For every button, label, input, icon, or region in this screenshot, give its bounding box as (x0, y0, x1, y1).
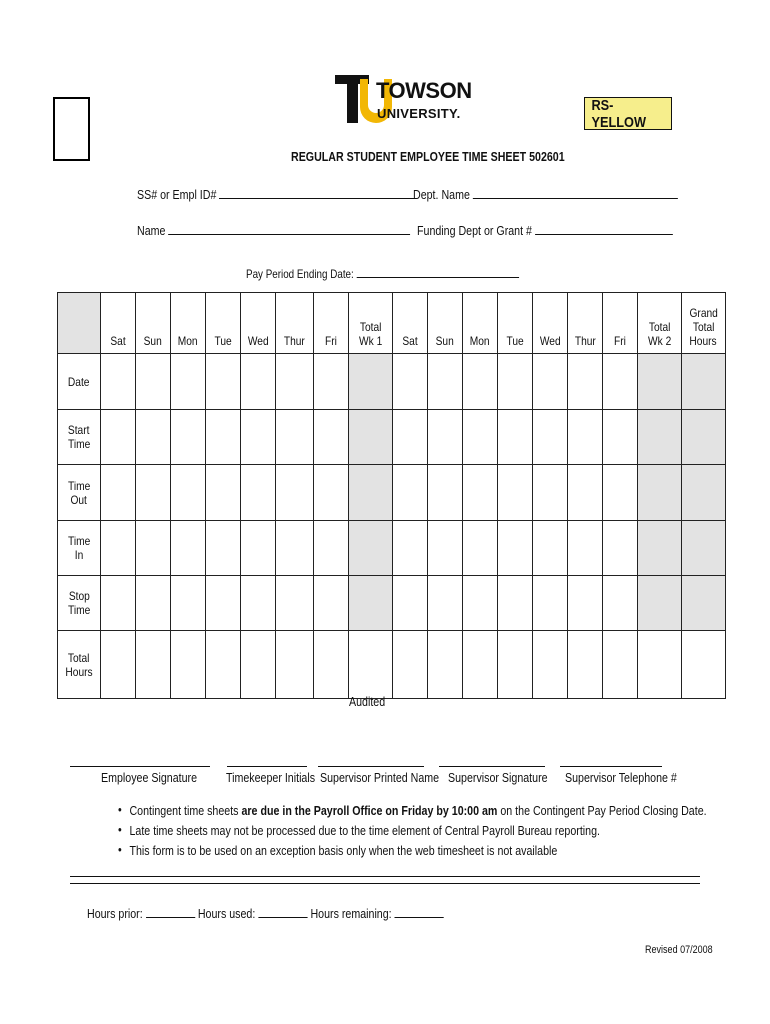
time-cell[interactable] (428, 576, 463, 631)
col-header-wk2-tue: Tue (498, 293, 533, 354)
time-cell[interactable] (428, 631, 463, 699)
time-cell[interactable] (568, 576, 603, 631)
table-row (58, 465, 726, 521)
time-cell[interactable] (463, 521, 498, 576)
header-corner (58, 293, 101, 354)
time-cell[interactable] (206, 354, 241, 410)
time-cell[interactable] (349, 576, 393, 631)
time-cell[interactable] (206, 521, 241, 576)
time-cell[interactable] (533, 576, 568, 631)
time-cell[interactable] (682, 521, 726, 576)
table-row (58, 354, 726, 410)
note-item: • Contingent time sheets are due in the Payroll Office on Friday by 10:00 am on the Contingent Pay Period Closing Date. (118, 803, 707, 818)
time-cell[interactable] (241, 576, 276, 631)
time-cell[interactable] (101, 576, 136, 631)
time-cell[interactable] (682, 354, 726, 410)
timekeeper-initials-line[interactable] (227, 766, 307, 767)
time-cell[interactable] (276, 631, 314, 699)
time-cell[interactable] (206, 576, 241, 631)
time-cell[interactable] (603, 576, 638, 631)
time-cell[interactable] (638, 631, 682, 699)
time-cell[interactable] (136, 576, 171, 631)
time-cell[interactable] (682, 576, 726, 631)
time-cell[interactable] (393, 521, 428, 576)
time-cell[interactable] (498, 354, 533, 410)
col-header-wk2-mon: Mon (463, 293, 498, 354)
pay-period-label: Pay Period Ending Date: (246, 267, 354, 281)
supervisor-telephone-line[interactable] (560, 766, 662, 767)
time-cell[interactable] (276, 465, 314, 521)
time-cell[interactable] (603, 631, 638, 699)
time-cell[interactable] (241, 521, 276, 576)
col-header-total-wk1: Total Wk 1 (349, 293, 393, 354)
hours-remaining-field[interactable] (395, 916, 444, 918)
time-cell[interactable] (206, 631, 241, 699)
col-header-wk1-mon: Mon (171, 293, 206, 354)
time-cell[interactable] (533, 354, 568, 410)
supervisor-telephone-label: Supervisor Telephone # (565, 770, 677, 785)
time-cell[interactable] (241, 410, 276, 465)
double-separator (70, 876, 700, 884)
timekeeper-initials-label: Timekeeper Initials (226, 770, 316, 785)
time-cell[interactable] (463, 354, 498, 410)
time-cell[interactable] (463, 410, 498, 465)
supervisor-signature-line[interactable] (439, 766, 545, 767)
time-cell[interactable] (314, 410, 349, 465)
employee-signature-line[interactable] (70, 766, 210, 767)
time-cell[interactable] (463, 576, 498, 631)
time-cell[interactable] (206, 465, 241, 521)
time-cell[interactable] (136, 521, 171, 576)
time-cell[interactable] (603, 354, 638, 410)
time-cell[interactable] (638, 521, 682, 576)
time-cell[interactable] (682, 631, 726, 699)
hours-row (87, 906, 444, 921)
time-cell[interactable] (314, 521, 349, 576)
time-cell[interactable] (314, 465, 349, 521)
col-header-wk2-sun: Sun (428, 293, 463, 354)
time-cell[interactable] (682, 410, 726, 465)
time-cell[interactable] (314, 354, 349, 410)
time-cell[interactable] (349, 465, 393, 521)
time-cell[interactable] (171, 465, 206, 521)
time-cell[interactable] (206, 410, 241, 465)
time-cell[interactable] (568, 521, 603, 576)
form-title: REGULAR STUDENT EMPLOYEE TIME SHEET 502601 (291, 149, 565, 164)
time-cell[interactable] (393, 631, 428, 699)
time-cell[interactable] (603, 521, 638, 576)
time-cell[interactable] (638, 354, 682, 410)
supervisor-signature-label: Supervisor Signature (448, 770, 548, 785)
funding-field[interactable] (417, 223, 673, 238)
employee-signature-label: Employee Signature (101, 770, 198, 785)
row-label: Time Out (58, 465, 101, 521)
time-cell[interactable] (101, 631, 136, 699)
time-cell[interactable] (463, 631, 498, 699)
col-header-wk1-fri: Fri (314, 293, 349, 354)
col-header-grand-total: Grand Total Hours (682, 293, 726, 354)
time-cell[interactable] (533, 631, 568, 699)
rs-yellow-badge: RS-YELLOW (584, 97, 672, 130)
time-cell[interactable] (568, 631, 603, 699)
hours-remaining-label: Hours remaining: (310, 906, 392, 921)
time-cell[interactable] (349, 410, 393, 465)
time-cell[interactable] (276, 354, 314, 410)
time-cell[interactable] (498, 576, 533, 631)
time-cell[interactable] (101, 465, 136, 521)
hours-prior-label: Hours prior: (87, 906, 143, 921)
ss-field[interactable] (137, 187, 415, 202)
time-cell[interactable] (314, 631, 349, 699)
time-cell[interactable] (428, 354, 463, 410)
time-cell[interactable] (314, 576, 349, 631)
dept-field[interactable] (413, 187, 678, 202)
time-cell[interactable] (276, 576, 314, 631)
hours-used-label: Hours used: (197, 906, 256, 921)
time-cell[interactable] (276, 410, 314, 465)
time-cell[interactable] (349, 631, 393, 699)
time-cell[interactable] (568, 410, 603, 465)
time-cell[interactable] (101, 410, 136, 465)
time-cell[interactable] (101, 521, 136, 576)
row-label: Start Time (58, 410, 101, 465)
ss-label: SS# or Empl ID# (137, 187, 217, 202)
time-cell[interactable] (171, 410, 206, 465)
time-cell[interactable] (276, 521, 314, 576)
table-row (58, 521, 726, 576)
table-row (58, 410, 726, 465)
time-cell[interactable] (428, 410, 463, 465)
table-row (58, 576, 726, 631)
time-cell[interactable] (638, 576, 682, 631)
time-cell[interactable] (171, 354, 206, 410)
row-label: Date (58, 354, 101, 410)
time-cell[interactable] (136, 631, 171, 699)
time-cell[interactable] (241, 354, 276, 410)
time-cell[interactable] (568, 354, 603, 410)
hours-used-field[interactable] (258, 916, 307, 918)
time-cell[interactable] (393, 410, 428, 465)
note-item: • This form is to be used on an exception basis only when the web timesheet is not available (118, 843, 707, 858)
hours-prior-field[interactable] (146, 916, 195, 918)
supervisor-printed-name-label: Supervisor Printed Name (320, 770, 440, 785)
name-label: Name (137, 223, 166, 238)
row-label: Stop Time (58, 576, 101, 631)
col-header-total-wk2: Total Wk 2 (638, 293, 682, 354)
col-header-wk1-wed: Wed (241, 293, 276, 354)
time-cell[interactable] (638, 410, 682, 465)
time-cell[interactable] (603, 410, 638, 465)
col-header-wk1-thur: Thur (276, 293, 314, 354)
pay-period-field[interactable] (246, 267, 519, 281)
time-cell[interactable] (393, 465, 428, 521)
time-cell[interactable] (241, 631, 276, 699)
time-cell[interactable] (171, 631, 206, 699)
time-cell[interactable] (498, 521, 533, 576)
time-cell[interactable] (136, 465, 171, 521)
time-cell[interactable] (638, 465, 682, 521)
logo-wordmark-line2: UNIVERSITY. (377, 106, 461, 121)
time-cell[interactable] (568, 465, 603, 521)
col-header-wk1-sun: Sun (136, 293, 171, 354)
time-cell[interactable] (349, 354, 393, 410)
table-row (58, 631, 726, 699)
time-cell[interactable] (136, 354, 171, 410)
time-cell[interactable] (498, 631, 533, 699)
funding-label: Funding Dept or Grant # (417, 223, 532, 238)
time-cell[interactable] (533, 410, 568, 465)
col-header-wk1-sat: Sat (101, 293, 136, 354)
time-cell[interactable] (393, 576, 428, 631)
time-cell[interactable] (349, 521, 393, 576)
row-label: Total Hours (58, 631, 101, 699)
time-cell[interactable] (136, 410, 171, 465)
col-header-wk2-wed: Wed (533, 293, 568, 354)
notes-list (118, 803, 707, 863)
col-header-wk1-tue: Tue (206, 293, 241, 354)
time-cell[interactable] (498, 465, 533, 521)
row-label: Time In (58, 521, 101, 576)
revised-date: Revised 07/2008 (645, 944, 713, 956)
audited-label: Audited (349, 694, 386, 709)
supervisor-printed-name-line[interactable] (318, 766, 424, 767)
time-grid (57, 292, 726, 699)
time-cell[interactable] (498, 410, 533, 465)
time-cell[interactable] (171, 576, 206, 631)
time-cell[interactable] (682, 465, 726, 521)
col-header-wk2-fri: Fri (603, 293, 638, 354)
time-cell[interactable] (428, 521, 463, 576)
time-cell[interactable] (171, 521, 206, 576)
time-cell[interactable] (428, 465, 463, 521)
time-cell[interactable] (603, 465, 638, 521)
col-header-wk2-sat: Sat (393, 293, 428, 354)
corner-box (53, 97, 90, 161)
time-cell[interactable] (533, 465, 568, 521)
note-item: • Late time sheets may not be processed due to the time element of Central Payroll Bureau reporting. (118, 823, 707, 838)
time-cell[interactable] (463, 465, 498, 521)
logo-wordmark-line1: TOWSON (376, 78, 472, 103)
name-field[interactable] (137, 223, 410, 238)
time-cell[interactable] (533, 521, 568, 576)
col-header-wk2-thur: Thur (568, 293, 603, 354)
time-cell[interactable] (393, 354, 428, 410)
time-cell[interactable] (101, 354, 136, 410)
time-cell[interactable] (241, 465, 276, 521)
dept-label: Dept. Name (413, 187, 470, 202)
